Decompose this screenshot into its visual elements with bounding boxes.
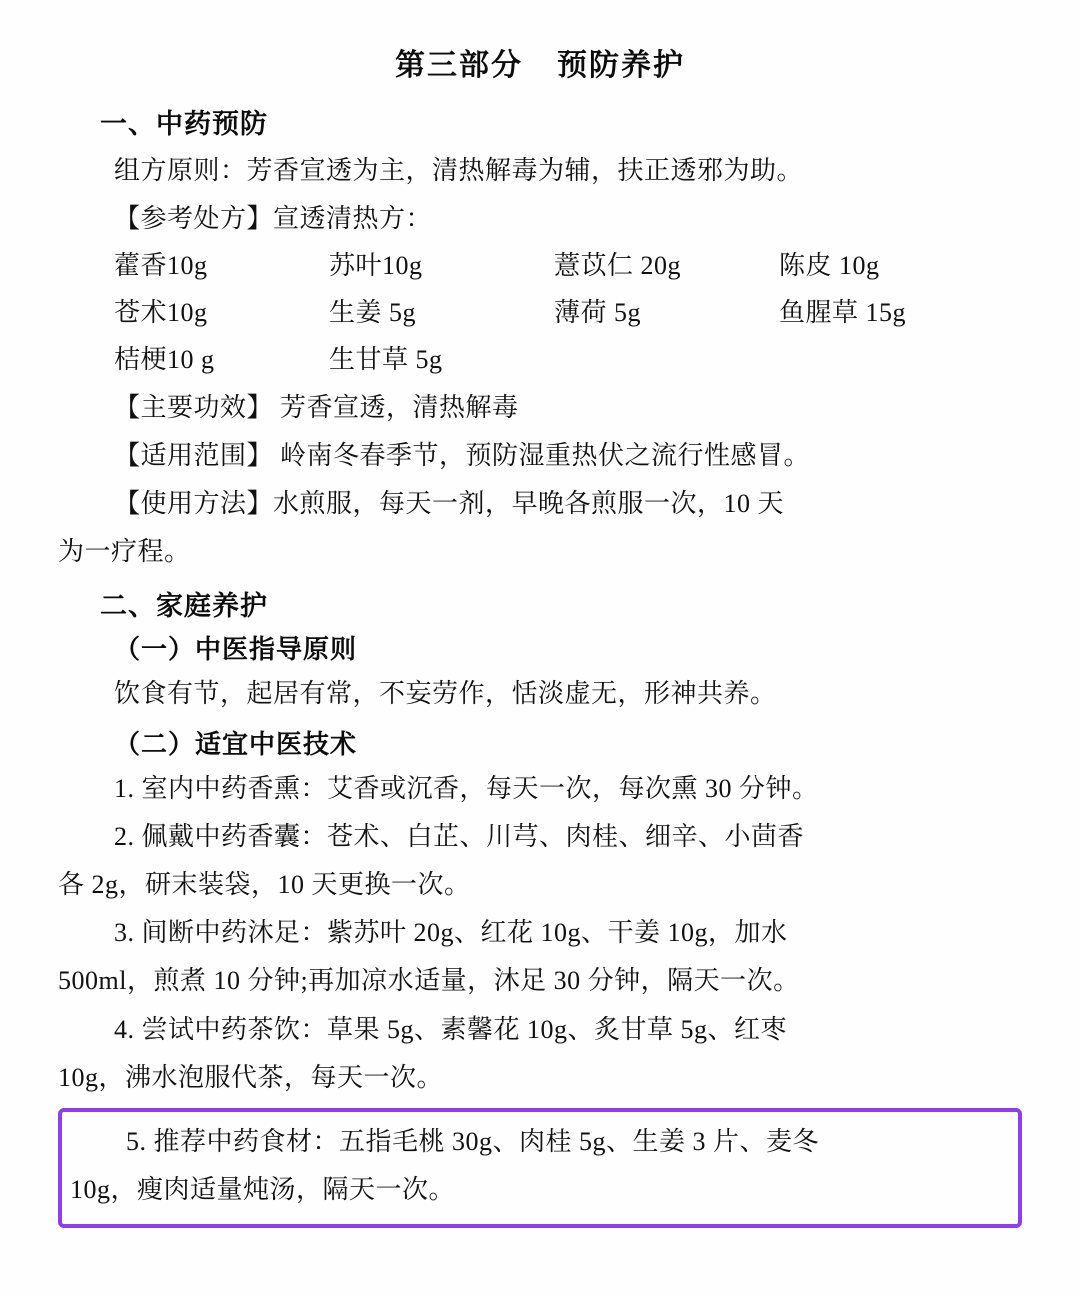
highlight-box <box>58 1108 1022 1228</box>
herb-row <box>48 337 1032 384</box>
list-item: 2. 佩戴中药香囊：苍术、白芷、川芎、肉桂、细辛、小茴香 <box>114 822 805 852</box>
formula-scope-text: 岭南冬春季节，预防湿重热伏之流行性感冒。 <box>280 440 811 470</box>
herb-row <box>48 243 1032 290</box>
list-item-continuation: 500ml，煎煮 10 分钟;再加凉水适量，沐足 30 分钟，隔天一次。 <box>58 966 800 996</box>
formula-effect-text: 芳香宣透，清热解毒 <box>280 392 519 422</box>
subsection-heading-1: （一）中医指导原则 <box>114 634 358 664</box>
list-item-continuation: 各 2g，研末装袋，10 天更换一次。 <box>58 870 471 900</box>
list-item: 1. 室内中药香熏：艾香或沉香，每天一次，每次熏 30 分钟。 <box>114 774 819 804</box>
highlighted-list-item-continuation: 10g，瘦肉适量炖汤，隔天一次。 <box>70 1174 456 1204</box>
page-title-part1: 第三部分 <box>395 49 523 82</box>
subsection-heading-2: （二）适宜中医技术 <box>114 730 358 760</box>
herb-cell: 桔梗10 g <box>114 344 215 374</box>
tcm-principle-text: 饮食有节，起居有常，不妄劳作，恬淡虚无，形神共养。 <box>114 678 777 708</box>
page-title <box>48 40 1032 84</box>
section-heading-1: 一、中药预防 <box>100 109 268 139</box>
formula-principle: 组方原则：芳香宣透为主，清热解毒为辅，扶正透邪为助。 <box>114 156 804 185</box>
herb-cell: 陈皮 10g <box>779 251 880 281</box>
formula-scope-label: 【适用范围】 <box>114 440 274 470</box>
formula-effect <box>48 384 1032 432</box>
herb-cell: 鱼腥草 15g <box>779 297 907 327</box>
formula-reference-label: 【参考处方】宣透清热方： <box>114 204 433 234</box>
herb-cell: 薏苡仁 20g <box>554 251 682 281</box>
herb-cell: 生甘草 5g <box>329 344 443 374</box>
herb-cell: 生姜 5g <box>329 297 417 327</box>
formula-usage-text: 水煎服，每天一剂，早晚各煎服一次，10 天 <box>273 488 785 518</box>
highlighted-list-item: 5. 推荐中药食材：五指毛桃 30g、肉桂 5g、生姜 3 片、麦冬 <box>126 1126 820 1156</box>
herb-row <box>48 290 1032 337</box>
list-item: 4. 尝试中药茶饮：草果 5g、素馨花 10g、炙甘草 5g、红枣 <box>114 1014 788 1044</box>
section-heading-2: 二、家庭养护 <box>100 590 268 621</box>
formula-usage-continuation: 为一疗程。 <box>58 536 191 566</box>
herb-cell: 薄荷 5g <box>554 297 642 327</box>
herb-cell: 藿香10g <box>114 251 208 281</box>
list-item: 3. 间断中药沐足：紫苏叶 20g、红花 10g、干姜 10g，加水 <box>114 918 788 948</box>
list-item-continuation: 10g，沸水泡服代茶，每天一次。 <box>58 1062 444 1092</box>
formula-usage-label: 【使用方法】 <box>114 488 274 518</box>
herb-cell: 苏叶10g <box>329 251 423 281</box>
page-title-part2: 预防养护 <box>557 49 685 82</box>
formula-usage <box>48 480 1032 528</box>
formula-effect-label: 【主要功效】 <box>114 392 274 422</box>
formula-scope <box>48 432 1032 480</box>
herb-cell: 苍术10g <box>114 297 208 327</box>
